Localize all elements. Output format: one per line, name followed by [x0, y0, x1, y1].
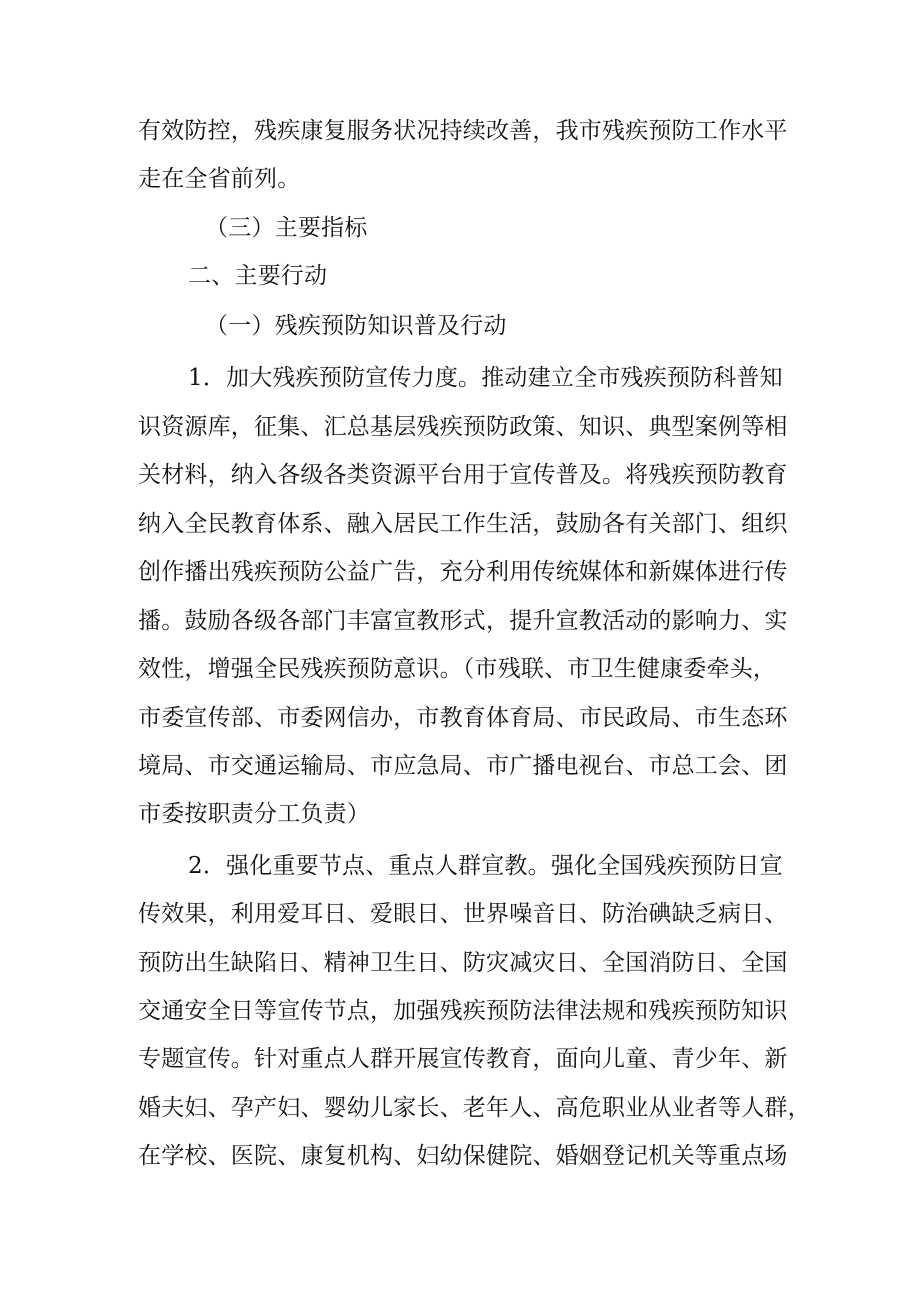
paragraph-line: 婚夫妇、孕产妇、婴幼儿家长、老年人、高危职业从业者等人群，: [138, 1095, 811, 1121]
paragraph-line: 播。鼓励各级各部门丰富宣教形式，提升宣教活动的影响力、实: [138, 608, 788, 634]
paragraph-line: 在学校、医院、康复机构、妇幼保健院、婚姻登记机关等重点场: [138, 1143, 788, 1169]
paragraph-line: 识资源库，征集、汇总基层残疾预防政策、知识、典型案例等相: [138, 414, 788, 440]
paragraph-line: 关材料，纳入各级各类资源平台用于宣传普及。将残疾预防教育: [138, 462, 788, 488]
paragraph-line: 交通安全日等宣传节点，加强残疾预防法律法规和残疾预防知识: [138, 998, 788, 1024]
paragraph-line: 市委宣传部、市委网信办，市教育体育局、市民政局、市生态环: [138, 705, 788, 731]
section-heading: 二、主要行动: [188, 263, 328, 289]
paragraph-line: 2．强化重要节点、重点人群宣教。强化全国残疾预防日宣: [188, 853, 783, 879]
text-line: 走在全省前列。: [138, 166, 301, 192]
paragraph-line: 效性，增强全民残疾预防意识。（市残联、市卫生健康委牵头，: [138, 656, 777, 682]
paragraph-line: 预防出生缺陷日、精神卫生日、防灾减灾日、全国消防日、全国: [138, 950, 788, 976]
paragraph-line: 传效果，利用爱耳日、爱眼日、世界噪音日、防治碘缺乏病日、: [138, 901, 788, 927]
paragraph-line: 创作播出残疾预防公益广告，充分利用传统媒体和新媒体进行传: [138, 559, 788, 585]
section-heading: （三）主要指标: [205, 215, 368, 241]
text-line: 有效防控，残疾康复服务状况持续改善，我市残疾预防工作水平: [138, 118, 788, 144]
subsection-heading: （一）残疾预防知识普及行动: [205, 313, 507, 339]
paragraph-line: 境局、市交通运输局、市应急局、市广播电视台、市总工会、团: [138, 753, 788, 779]
paragraph-line: 纳入全民教育体系、融入居民工作生活，鼓励各有关部门、组织: [138, 511, 788, 537]
paragraph-line: 1．加大残疾预防宣传力度。推动建立全市残疾预防科普知: [188, 365, 783, 391]
paragraph-line: 专题宣传。针对重点人群开展宣传教育，面向儿童、青少年、新: [138, 1046, 788, 1072]
paragraph-line: 市委按职责分工负责）: [138, 801, 370, 827]
